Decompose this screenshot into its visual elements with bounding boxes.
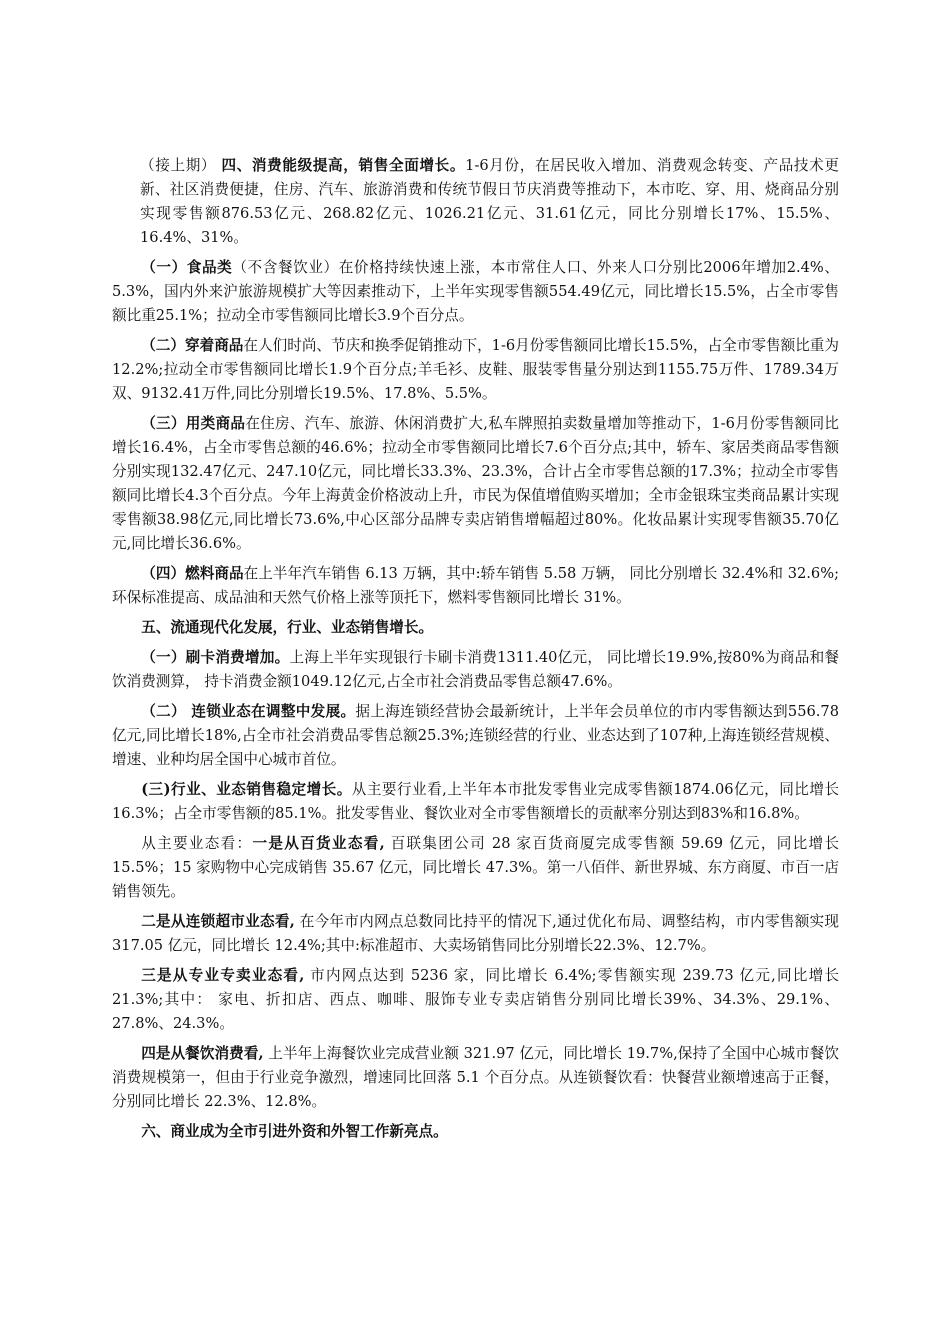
paragraph-department-stores (112, 832, 839, 904)
paragraph-catering (112, 1042, 839, 1114)
subsection-heading: (三)行业、业态销售稳定增长。 (141, 781, 352, 798)
paragraph-goods (112, 412, 839, 556)
paragraph-text: 百联集团公司 28 家百货商厦完成零售额 59.69 亿元，同比增长 15.5%；15 家购物中心完成销售 35.67 亿元，同比增长 47.3%。第一八佰伴、新世界城、东方商厦、市百一店销售领先。 (112, 835, 839, 900)
paragraph-text: 在上半年汽车销售 6.13 万辆，其中:轿车销售 5.58 万辆， 同比分别增长 32.4%和 32.6%;环保标准提高、成品油和天然气价格上涨等顶托下，燃料零售额同比增长 31%。 (112, 565, 839, 606)
paragraph-clothing (112, 334, 839, 406)
paragraph-section-4 (112, 154, 839, 250)
paragraph-industry-sales (112, 778, 839, 826)
subsection-heading: 二是从连锁超市业态看, (141, 913, 295, 930)
subsection-heading: （二）穿着商品 (141, 337, 244, 354)
section-6-heading: 六、商业成为全市引进外资和外智工作新亮点。 (141, 1123, 448, 1140)
continued-marker: （接上期） (140, 157, 222, 174)
paragraph-supermarkets (112, 910, 839, 958)
paragraph-intro: 从主要业态看： (141, 835, 253, 852)
paragraph-fuel (112, 562, 839, 610)
paragraph-specialty-stores (112, 964, 839, 1036)
paragraph-text: 据上海连锁经营协会最新统计，上半年会员单位的市内零售额达到556.78亿元,同比增长18%,占全市社会消费品零售总额25.3%;连锁经营的行业、业态达到了107种,上海连锁经营规模、增速、业种均居全国中心城市首位。 (112, 703, 839, 768)
paragraph-card-spending (112, 646, 839, 694)
paragraph-text: 从主要行业看,上半年本市批发零售业完成零售额1874.06亿元，同比增长16.3%；占全市零售额的85.1%。批发零售业、餐饮业对全市零售额增长的贡献率分别达到83%和16.8%。 (112, 781, 839, 822)
subsection-heading: 四是从餐饮消费看, (141, 1045, 264, 1062)
paragraph-food (112, 256, 839, 328)
paragraph-text: 1-6月份，在居民收入增加、消费观念转变、产品技术更新、社区消费便捷，住房、汽车、旅游消费和传统节假日节庆消费等推动下，本市吃、穿、用、烧商品分别实现零售额876.53亿元、268.82亿元、1026.21亿元、31.61亿元，同比分别增长17%、15.5%、16.4%、31%。 (140, 157, 839, 246)
document-body (112, 154, 839, 1150)
subsection-heading: （四）燃料商品 (141, 565, 244, 582)
subsection-heading: （二） 连锁业态在调整中发展。 (141, 703, 356, 720)
subsection-heading: 一是从百货业态看, (252, 835, 385, 852)
paragraph-text: 上半年上海餐饮业完成营业额 321.97 亿元，同比增长 19.7%,保持了全国中心城市餐饮消费规模第一，但由于行业竞争激烈，增速同比回落 5.1 个百分点。从连锁餐饮看：快餐营业额增速高于正餐，分别同比增长 22.3%、12.8%。 (112, 1045, 839, 1110)
subsection-heading: 三是从专业专卖业态看, (141, 967, 305, 984)
paragraph-text: 在住房、汽车、旅游、休闲消费扩大,私车牌照拍卖数量增加等推动下，1-6月份零售额同比增长16.4%，占全市零售总额的46.6%；拉动全市零售额同比增长7.6个百分点;其中，轿车、家居类商品零售额分别实现132.47亿元、247.10亿元，同比增长33.3%、23.3%，合计占全市零售总额的17.3%；拉动全市零售额同比增长4.3个百分点。今年上海黄金价格波动上升，市民为保值增值购买增加；全市金银珠宝类商品累计实现零售额38.98亿元,同比增长73.6%,中心区部分品牌专卖店销售增幅超过80%。化妆品累计实现零售额35.70亿元,同比增长36.6%。 (112, 415, 839, 552)
subsection-heading: （三）用类商品 (141, 415, 246, 432)
section-5-heading: 五、流通现代化发展，行业、业态销售增长。 (141, 619, 434, 636)
paragraph-chain-stores (112, 700, 839, 772)
paragraph-text: （不含餐饮业）在价格持续快速上涨，本市常住人口、外来人口分别比2006年增加2.4%、5.3%，国内外来沪旅游规模扩大等因素推动下，上半年实现零售额554.49亿元，同比增长15.5%，占全市零售额比重25.1%；拉动全市零售额同比增长3.9个百分点。 (112, 259, 839, 324)
subsection-heading: （一）刷卡消费增加。 (141, 649, 290, 666)
paragraph-text: 市内网点达到 5236 家，同比增长 6.4%;零售额实现 239.73 亿元,同比增长 21.3%;其中： 家电、折扣店、西点、咖啡、服饰专业专卖店销售分别同比增长39%、34.3%、29.1%、27.8%、24.3%。 (112, 967, 839, 1032)
paragraph-text: 在人们时尚、节庆和换季促销推动下，1-6月份零售额同比增长15.5%，占全市零售额比重为12.2%;拉动全市零售额同比增长1.9个百分点;羊毛衫、皮鞋、服装零售量分别达到1155.75万件、1789.34万双、9132.41万件,同比分别增长19.5%、17.8%、5.5%。 (112, 337, 839, 402)
paragraph-text: 在今年市内网点总数同比持平的情况下,通过优化布局、调整结构，市内零售额实现 317.05 亿元，同比增长 12.4%;其中:标准超市、大卖场销售同比分别增长22.3%、12.7%。 (112, 913, 839, 954)
section-4-heading: 四、消费能级提高，销售全面增长。 (221, 157, 466, 174)
paragraph-text: 上海上半年实现银行卡刷卡消费1311.40亿元， 同比增长19.9%,按80%为商品和餐饮消费测算， 持卡消费金额1049.12亿元,占全市社会消费品零售总额47.6%。 (112, 649, 839, 690)
subsection-heading: （一）食品类 (141, 259, 233, 276)
